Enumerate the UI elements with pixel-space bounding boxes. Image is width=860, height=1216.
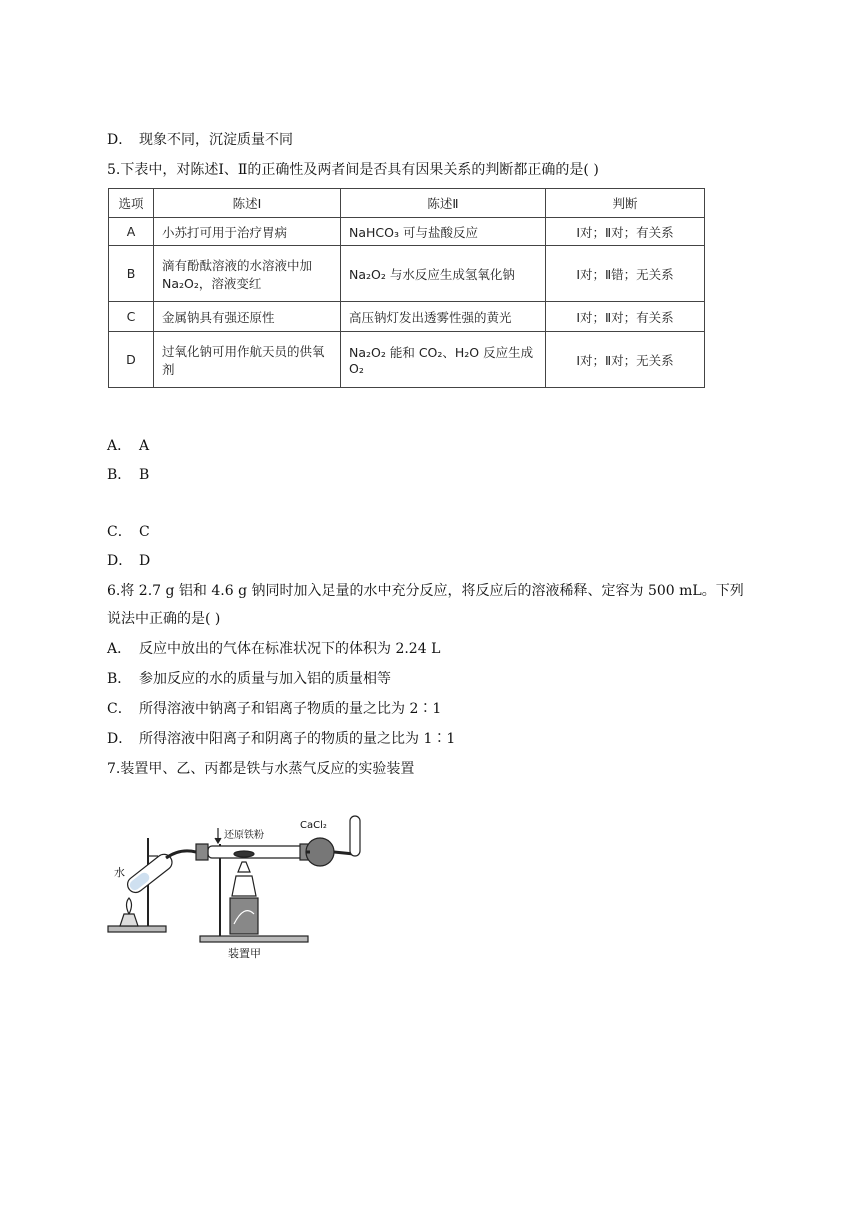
table-row [109,246,705,302]
apparatus-figure [104,814,384,960]
cell-statement-2: Na₂O₂ 能和 CO₂、H₂O 反应生成 O₂ [341,332,546,388]
left-flame [127,898,132,914]
q7-stem: 7.装置甲、乙、丙都是铁与水蒸气反应的实验装置 [107,761,415,777]
option-text: 反应中放出的气体在标准状况下的体积为 2.24 L [139,641,441,657]
header-statement-1: 陈述Ⅰ [154,189,341,218]
table-row [109,332,705,388]
cell-statement-1: 小苏打可用于治疗胃病 [154,218,341,246]
left-stopper [196,844,208,860]
q5-stem: 5.下表中，对陈述Ⅰ、Ⅱ的正确性及两者间是否具有因果关系的判断都正确的是( ) [107,162,599,178]
option-text: A [139,438,150,454]
option-letter: D． [107,132,133,148]
cell-option: B [109,246,154,302]
option-text: B [139,467,150,483]
cell-statement-2: NaHCO₃ 可与盐酸反应 [341,218,546,246]
q6-option-b [107,669,391,689]
q6-option-a [107,639,440,659]
q5-option-d [107,551,150,571]
label-cacl2: CaCl₂ [300,820,327,831]
cell-judgement: Ⅰ对；Ⅱ错；无关系 [546,246,705,302]
collection-tube [350,816,360,856]
label-iron-powder: 还原铁粉 [224,830,264,841]
table-row [109,302,705,332]
cell-statement-1: 金属钠具有强还原性 [154,302,341,332]
table-row [109,218,705,246]
header-option: 选项 [109,189,154,218]
cell-statement-1: 滴有酚酞溶液的水溶液中加 Na₂O₂，溶液变红 [154,246,341,302]
option-text: 参加反应的水的质量与加入铝的质量相等 [139,671,391,687]
q6-option-c [107,699,441,719]
cell-option: A [109,218,154,246]
q4-option-d [107,130,293,150]
table-header-row [109,189,705,218]
option-text: 所得溶液中钠离子和铝离子物质的量之比为 2∶1 [139,701,442,717]
option-letter: C． [107,524,132,540]
option-letter: A． [107,641,132,657]
middle-stand-base [200,936,308,942]
reaction-tube [208,846,304,858]
q5-option-c [107,522,150,542]
cell-option: C [109,302,154,332]
left-burner [120,914,138,926]
q6-option-d [107,729,455,749]
option-letter: B． [107,671,132,687]
option-letter: B． [107,467,132,483]
option-letter: A． [107,438,132,454]
option-letter: C． [107,701,132,717]
option-letter: D． [107,553,133,569]
option-text: 现象不同，沉淀质量不同 [139,132,293,148]
q6-stem-line2: 说法中正确的是( ) [107,611,221,627]
lamp-chimney [238,862,250,872]
header-judgement: 判断 [546,189,705,218]
option-text: C [139,524,150,540]
arrow-head [215,838,221,843]
option-letter: D． [107,731,133,747]
left-stand-base [108,926,166,932]
cell-statement-2: 高压钠灯发出透雾性强的黄光 [341,302,546,332]
cell-statement-1: 过氧化钠可用作航天员的供氧剂 [154,332,341,388]
label-water: 水 [114,866,125,879]
alcohol-lamp [232,876,256,896]
figure-caption: 装置甲 [228,947,261,960]
cell-judgement: Ⅰ对；Ⅱ对；有关系 [546,218,705,246]
cell-judgement: Ⅰ对；Ⅱ对；无关系 [546,332,705,388]
q5-table [108,188,705,388]
lamp-block [230,898,258,934]
q5-option-b [107,465,149,485]
cell-option: D [109,332,154,388]
cell-statement-2: Na₂O₂ 与水反应生成氢氧化钠 [341,246,546,302]
option-text: D [139,553,151,569]
q5-option-a [107,436,149,456]
option-text: 所得溶液中阳离子和阴离子的物质的量之比为 1∶1 [139,731,456,747]
drying-bulb [306,838,334,866]
header-statement-2: 陈述Ⅱ [341,189,546,218]
cell-judgement: Ⅰ对；Ⅱ对；有关系 [546,302,705,332]
iron-powder [234,851,254,857]
q6-stem-line1: 6.将 2.7 g 铝和 4.6 g 钠同时加入足量的水中充分反应，将反应后的溶液稀释、定容为 500 mL。下列 [107,583,744,599]
